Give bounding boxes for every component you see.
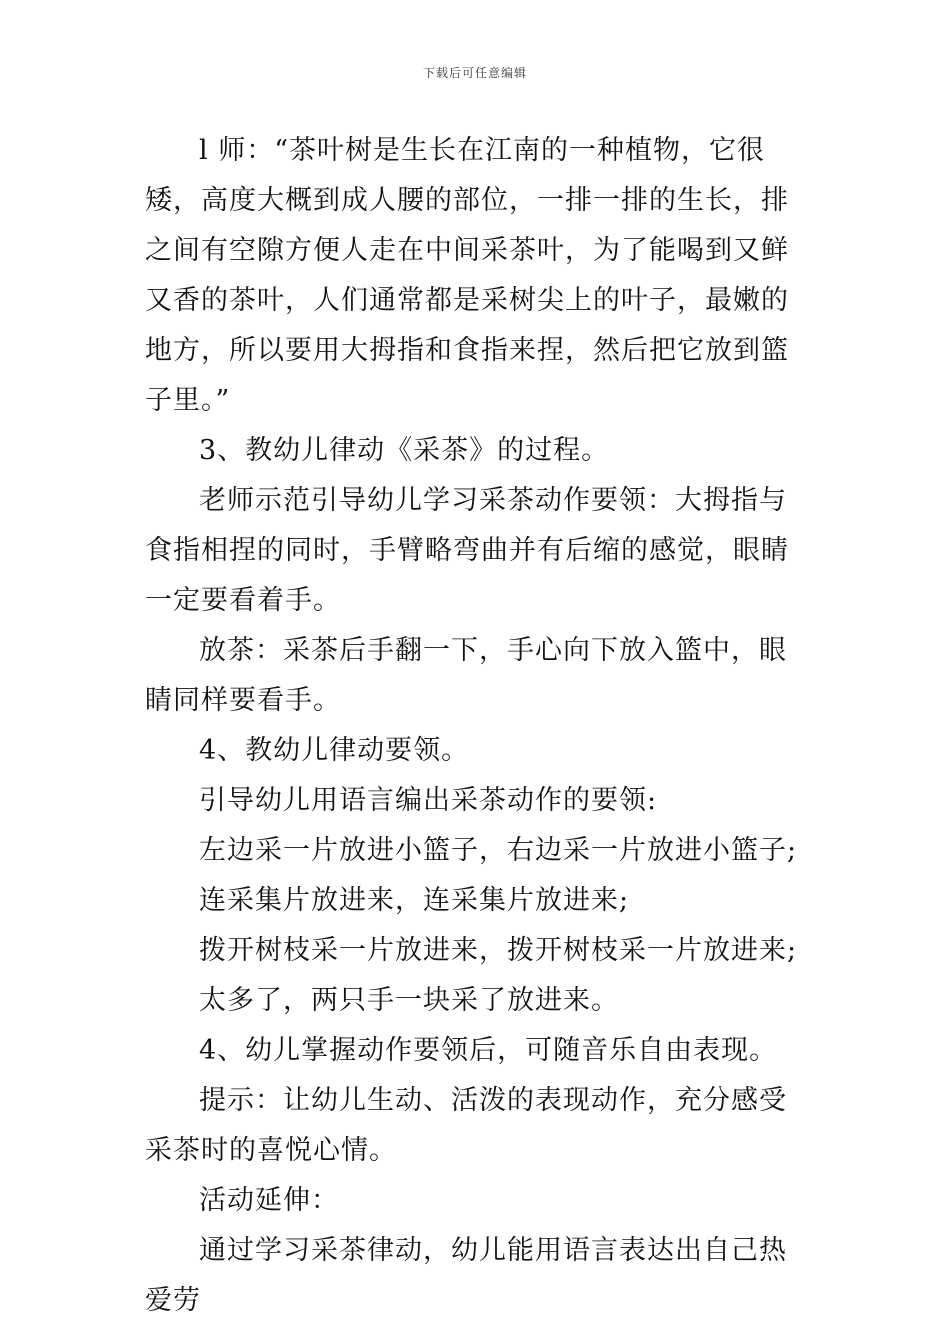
paragraph-step-3-heading: 3、教幼儿律动《采茶》的过程。	[199, 435, 610, 466]
paragraph-extension-text: 通过学习采茶律动，幼儿能用语言表达出自己热爱劳	[145, 1235, 787, 1316]
paragraph-hint: 提示：让幼儿生动、活泼的表现动作，充分感受采茶时的喜悦心情。	[145, 1085, 787, 1166]
paragraph-teacher-explanation: l 师：“茶叶树是生长在江南的一种植物，它很矮，高度大概到成人腰的部位，一排一排的生长，排之间有空隙方便人走在中间采茶叶，为了能喝到又鲜又香的茶叶，人们通常都是采树尖上的叶子，最嫩的地方，所以要用大拇指和食指来捏，然后把它放到篮子里。”	[145, 135, 789, 416]
paragraph-rhyme-line-3: 拨开树枝采一片放进来，拨开树枝采一片放进来;	[199, 935, 798, 966]
paragraph-free-expression: 4、幼儿掌握动作要领后，可随音乐自由表现。	[199, 1035, 778, 1066]
page-header-note: 下载后可任意编辑	[422, 66, 527, 80]
paragraph-rhyme-line-4: 太多了，两只手一块采了放进来。	[199, 985, 619, 1016]
paragraph-put-tea: 放茶：采茶后手翻一下，手心向下放入篮中，眼睛同样要看手。	[145, 635, 787, 716]
paragraph-teacher-demo: 老师示范引导幼儿学习采茶动作要领：大拇指与食指相捏的同时，手臂略弯曲并有后缩的感觉，眼睛一定要看着手。	[145, 485, 789, 616]
paragraph-step-4-heading: 4、教幼儿律动要领。	[199, 735, 470, 766]
paragraph-guide-language: 引导幼儿用语言编出采茶动作的要领:	[199, 785, 658, 816]
paragraph-extension-heading: 活动延伸：	[199, 1185, 339, 1216]
paragraph-rhyme-line-2: 连采集片放进来，连采集片放进来;	[199, 885, 630, 916]
paragraph-rhyme-line-1: 左边采一片放进小篮子，右边采一片放进小篮子;	[199, 835, 798, 866]
document-body	[145, 126, 809, 1326]
